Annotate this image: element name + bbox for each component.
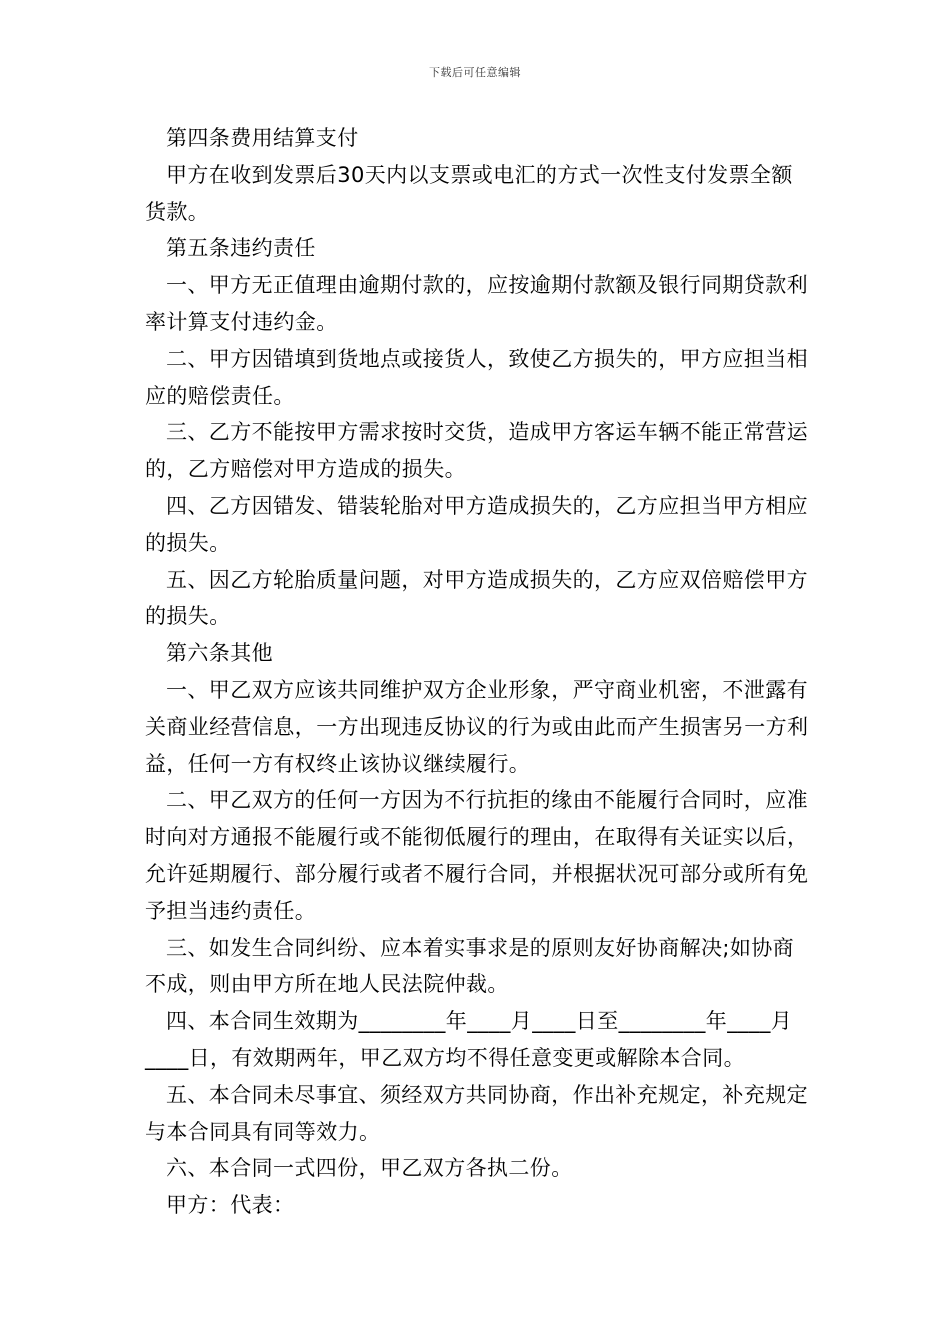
page-header-note: 下载后可任意编辑: [429, 66, 521, 79]
section-heading-other: 第六条其他: [166, 641, 273, 666]
clause-validity-period: 四、本合同生效期为________年____月____日至________年____月____日，有效期两年，甲乙双方均不得任意变更或解除本合同。: [145, 1009, 793, 1070]
clause-late-payment: 一、甲方无正值理由逾期付款的，应按逾期付款额及银行同期贷款利率计算支付违约金。: [145, 273, 808, 334]
clause-force-majeure: 二、甲乙双方的任何一方因为不行抗拒的缘由不能履行合同时，应准时向对方通报不能履行或不能彻低履行的理由，在取得有关证实以后，允许延期履行、部分履行或者不履行合同，并根据状况可部分或所有免予担当违约责任。: [145, 788, 809, 923]
clause-supplementary: 五、本合同未尽事宜、须经双方共同协商，作出补充规定，补充规定与本合同具有同等效力。: [145, 1082, 808, 1144]
section-heading-liability: 第五条违约责任: [166, 236, 316, 261]
paragraph-payment-terms: 甲方在收到发票后30天内以支票或电汇的方式一次性支付发票全额货款。: [145, 162, 793, 224]
clause-wrong-delivery-info: 二、甲方因错填到货地点或接货人，致使乙方损失的，甲方应担当相应的赔偿责任。: [145, 346, 808, 408]
clause-dispute-resolution: 三、如发生合同纠纷、应本着实事求是的原则友好协商解决;如协商不成，则由甲方所在地人民法院仲裁。: [145, 935, 795, 997]
clause-confidentiality: 一、甲乙双方应该共同维护双方企业形象，严守商业机密，不泄露有关商业经营信息，一方出现违反协议的行为或由此而产生损害另一方利益，任何一方有权终止该协议继续履行。: [145, 677, 809, 776]
clause-quality-issue: 五、因乙方轮胎质量问题，对甲方造成损失的，乙方应双倍赔偿甲方的损失。: [145, 567, 808, 629]
clause-wrong-shipment: 四、乙方因错发、错装轮胎对甲方造成损失的，乙方应担当甲方相应的损失。: [145, 493, 808, 555]
contract-body: [145, 120, 810, 1224]
signature-line-party-a: 甲方：代表：: [166, 1193, 295, 1218]
clause-late-delivery: 三、乙方不能按甲方需求按时交货，造成甲方客运车辆不能正常营运的，乙方赔偿对甲方造成的损失。: [145, 420, 808, 482]
clause-copies: 六、本合同一式四份，甲乙双方各执二份。: [166, 1156, 573, 1181]
section-heading-fee-settlement: 第四条费用结算支付: [166, 126, 359, 150]
